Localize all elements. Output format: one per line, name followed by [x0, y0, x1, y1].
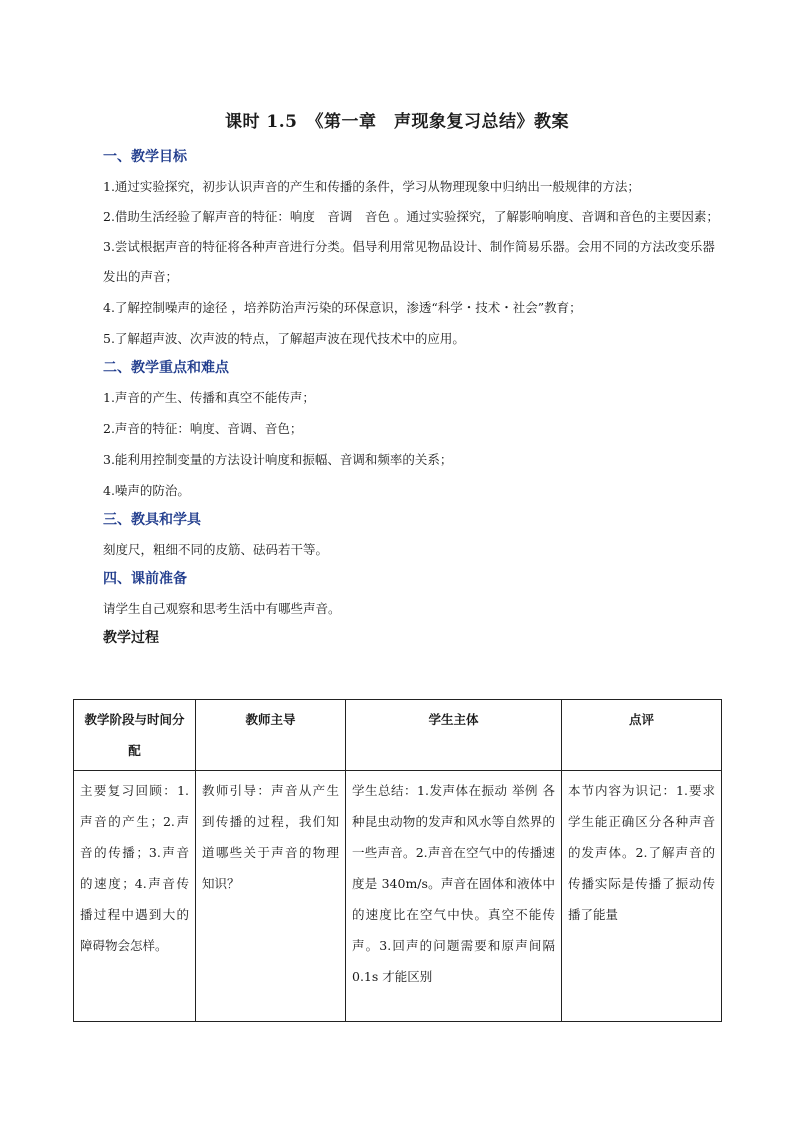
section-heading-materials: 三、教具和学具 — [103, 512, 201, 528]
column-header-stage: 教学阶段与时间分配 — [74, 700, 196, 771]
objective-item: 5.了解超声波、次声波的特点，了解超声波在现代技术中的应用。 — [103, 331, 465, 346]
cell-comment: 本节内容为识记：1.要求学生能正确区分各种声音的发声体。2.了解声音的传播实际是传播了振动传播了能量 — [562, 771, 722, 1022]
materials-item: 刻度尺，粗细不同的皮筋、砝码若干等。 — [103, 542, 329, 557]
key-point-item: 4.噪声的防治。 — [103, 483, 190, 498]
objective-item: 1.通过实验探究，初步认识声音的产生和传播的条件，学习从物理现象中归纳出一般规律的方法； — [103, 179, 640, 194]
column-header-comment: 点评 — [562, 700, 722, 771]
teaching-process-heading: 教学过程 — [103, 630, 159, 646]
column-header-teacher: 教师主导 — [196, 700, 346, 771]
cell-teacher: 教师引导：声音从产生到传播的过程，我们知道哪些关于声音的物理知识？ — [196, 771, 346, 1022]
document-title: 课时 1.5 《第一章 声现象复习总结》教案 — [225, 112, 569, 132]
key-point-item: 1.声音的产生、传播和真空不能传声； — [103, 390, 315, 405]
objective-item: 3.尝试根据声音的特征将各种声音进行分类。倡导利用常见物品设计、制作简易乐器。会用不同的方法改变乐器发出的声音； — [103, 239, 715, 284]
cell-stage: 主要复习回顾：1.声音的产生；2.声音的传播；3.声音的速度；4.声音传播过程中遇到大的障碍物会怎样。 — [74, 771, 196, 1022]
teaching-process-table — [73, 699, 722, 1022]
objective-item: 4.了解控制噪声的途径 ，培养防治声污染的环保意识，渗透“科学・技术・社会”教育； — [103, 300, 582, 315]
section-heading-key-points: 二、教学重点和难点 — [103, 360, 229, 376]
section-heading-objectives: 一、教学目标 — [103, 149, 187, 165]
section-heading-preparation: 四、课前准备 — [103, 571, 187, 587]
table-row — [74, 771, 722, 1022]
column-header-student: 学生主体 — [346, 700, 562, 771]
objective-item: 2.借助生活经验了解声音的特征：响度 音调 音色 。通过实验探究，了解影响响度、音调和音色的主要因素； — [103, 209, 719, 224]
preparation-item: 请学生自己观察和思考生活中有哪些声音。 — [103, 601, 341, 616]
cell-student: 学生总结：1.发声体在振动 举例 各种昆虫动物的发声和风水等自然界的一些声音。2.声音在空气中的传播速度是 340m/s。声音在固体和液体中的速度比在空气中快。真空不能传声。3.回声的问题需要和原声间隔 0.1s 才能区别 — [346, 771, 562, 1022]
document-body — [103, 143, 721, 652]
table-header-row — [74, 700, 722, 771]
key-point-item: 3.能利用控制变量的方法设计响度和振幅、音调和频率的关系； — [103, 452, 453, 467]
key-point-item: 2.声音的特征：响度、音调、音色； — [103, 421, 303, 436]
